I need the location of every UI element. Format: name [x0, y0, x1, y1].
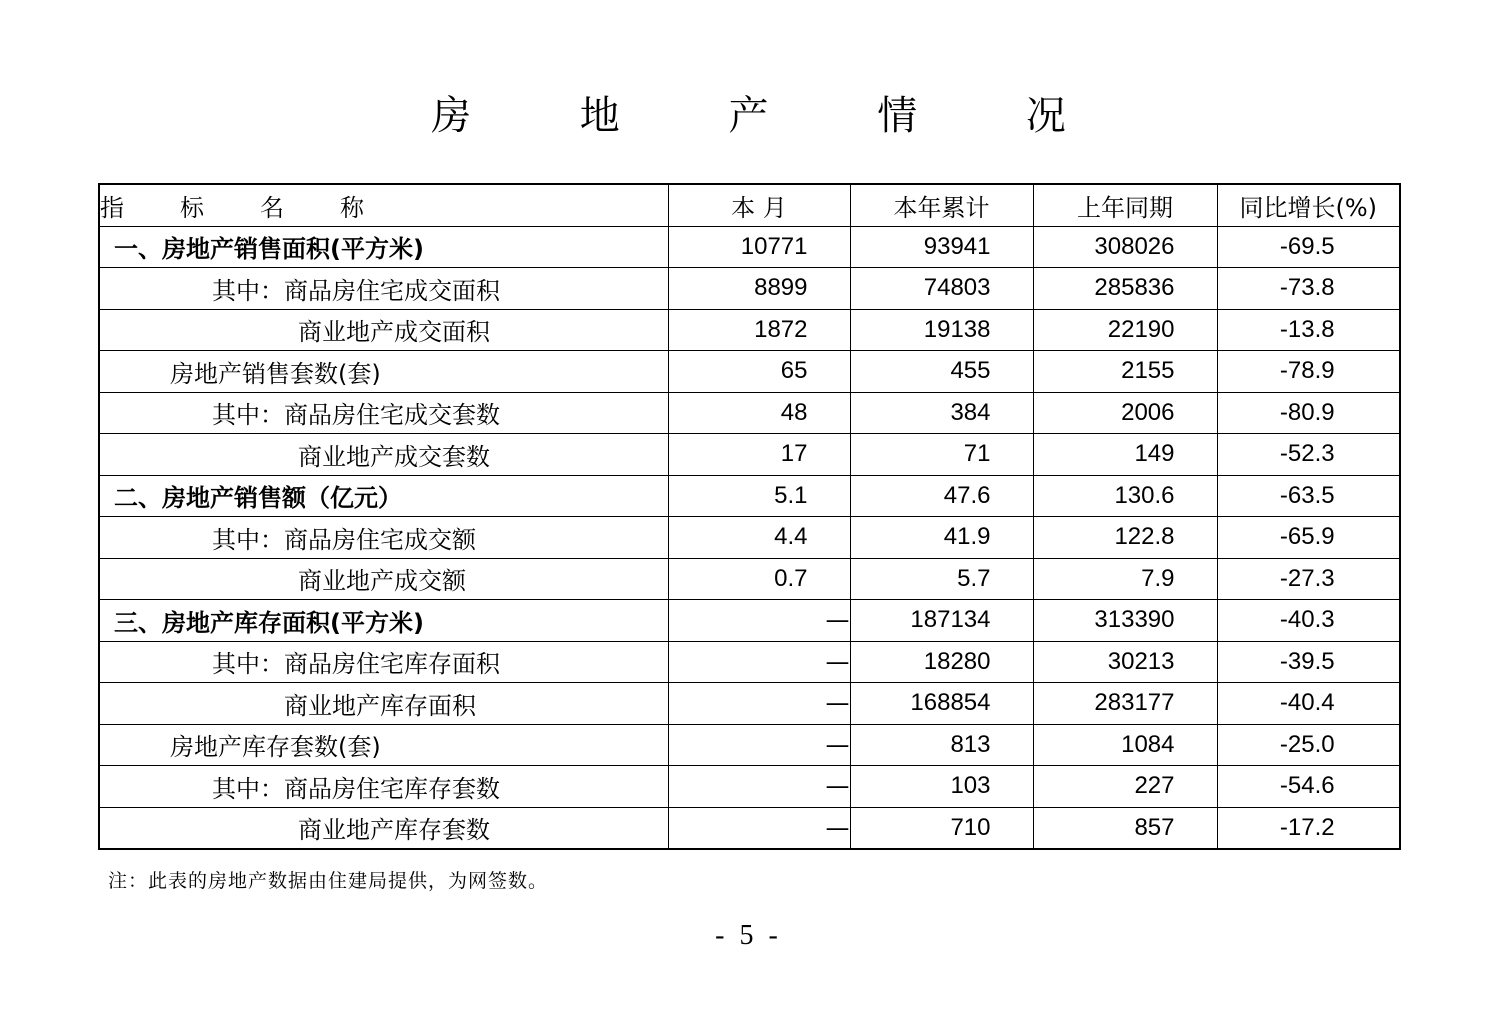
table-row	[99, 226, 1400, 268]
row-label: 商业地产成交额	[99, 558, 668, 600]
row-label: 三、房地产库存面积(平方米)	[99, 600, 668, 642]
header-yoy-growth: 同比增长(%)	[1217, 184, 1400, 226]
real-estate-table	[98, 183, 1401, 850]
cell-month: 48	[668, 392, 850, 434]
cell-ytd: 103	[850, 766, 1033, 808]
cell-yoy: -13.8	[1217, 309, 1400, 351]
table-row	[99, 475, 1400, 517]
cell-ytd: 168854	[850, 683, 1033, 725]
cell-ytd: 47.6	[850, 475, 1033, 517]
table-row	[99, 807, 1400, 849]
cell-ytd: 384	[850, 392, 1033, 434]
table-row	[99, 434, 1400, 476]
cell-month: 4.4	[668, 517, 850, 559]
header-last-year-same-period: 上年同期	[1033, 184, 1217, 226]
cell-month: —	[668, 641, 850, 683]
cell-prev: 857	[1033, 807, 1217, 849]
cell-prev: 313390	[1033, 600, 1217, 642]
cell-prev: 1084	[1033, 724, 1217, 766]
cell-month: —	[668, 600, 850, 642]
table-row	[99, 600, 1400, 642]
cell-prev: 122.8	[1033, 517, 1217, 559]
row-label: 二、房地产销售额（亿元）	[99, 475, 668, 517]
table-row	[99, 766, 1400, 808]
cell-month: —	[668, 724, 850, 766]
row-label: 其中：商品房住宅库存面积	[99, 641, 668, 683]
cell-prev: 285836	[1033, 268, 1217, 310]
cell-yoy: -80.9	[1217, 392, 1400, 434]
cell-yoy: -78.9	[1217, 351, 1400, 393]
table-row	[99, 724, 1400, 766]
cell-prev: 130.6	[1033, 475, 1217, 517]
cell-yoy: -39.5	[1217, 641, 1400, 683]
page-title: 房 地 产 情 况	[431, 93, 1114, 139]
row-label: 商业地产库存面积	[99, 683, 668, 725]
table-row	[99, 351, 1400, 393]
cell-yoy: -69.5	[1217, 226, 1400, 268]
cell-month: —	[668, 807, 850, 849]
cell-yoy: -52.3	[1217, 434, 1400, 476]
table-row	[99, 683, 1400, 725]
cell-ytd: 813	[850, 724, 1033, 766]
footnote: 注：此表的房地产数据由住建局提供，为网签数。	[108, 870, 549, 892]
cell-month: 17	[668, 434, 850, 476]
cell-yoy: -54.6	[1217, 766, 1400, 808]
cell-yoy: -40.4	[1217, 683, 1400, 725]
table-row	[99, 517, 1400, 559]
cell-prev: 7.9	[1033, 558, 1217, 600]
cell-yoy: -25.0	[1217, 724, 1400, 766]
cell-prev: 2155	[1033, 351, 1217, 393]
cell-yoy: -63.5	[1217, 475, 1400, 517]
cell-ytd: 5.7	[850, 558, 1033, 600]
cell-prev: 2006	[1033, 392, 1217, 434]
page-number: - 5 -	[715, 920, 782, 951]
header-indicator-name: 指标名称	[99, 184, 668, 226]
cell-prev: 227	[1033, 766, 1217, 808]
row-label: 其中：商品房住宅成交套数	[99, 392, 668, 434]
cell-prev: 30213	[1033, 641, 1217, 683]
cell-month: 65	[668, 351, 850, 393]
cell-month: 10771	[668, 226, 850, 268]
row-label: 其中：商品房住宅成交额	[99, 517, 668, 559]
row-label: 商业地产库存套数	[99, 807, 668, 849]
table-row	[99, 641, 1400, 683]
cell-yoy: -40.3	[1217, 600, 1400, 642]
cell-ytd: 187134	[850, 600, 1033, 642]
cell-yoy: -65.9	[1217, 517, 1400, 559]
row-label: 一、房地产销售面积(平方米)	[99, 226, 668, 268]
cell-ytd: 71	[850, 434, 1033, 476]
header-year-to-date: 本年累计	[850, 184, 1033, 226]
cell-month: 1872	[668, 309, 850, 351]
cell-yoy: -17.2	[1217, 807, 1400, 849]
cell-ytd: 74803	[850, 268, 1033, 310]
row-label: 房地产销售套数(套)	[99, 351, 668, 393]
table-header-row	[99, 184, 1400, 226]
cell-prev: 283177	[1033, 683, 1217, 725]
cell-ytd: 19138	[850, 309, 1033, 351]
row-label: 其中：商品房住宅成交面积	[99, 268, 668, 310]
cell-prev: 22190	[1033, 309, 1217, 351]
cell-ytd: 41.9	[850, 517, 1033, 559]
cell-yoy: -27.3	[1217, 558, 1400, 600]
cell-month: 5.1	[668, 475, 850, 517]
table-row	[99, 309, 1400, 351]
cell-month: —	[668, 683, 850, 725]
cell-ytd: 18280	[850, 641, 1033, 683]
cell-prev: 308026	[1033, 226, 1217, 268]
cell-ytd: 455	[850, 351, 1033, 393]
cell-ytd: 710	[850, 807, 1033, 849]
cell-yoy: -73.8	[1217, 268, 1400, 310]
row-label: 房地产库存套数(套)	[99, 724, 668, 766]
cell-month: 8899	[668, 268, 850, 310]
table-row	[99, 392, 1400, 434]
header-this-month: 本 月	[668, 184, 850, 226]
row-label: 其中：商品房住宅库存套数	[99, 766, 668, 808]
table-row	[99, 558, 1400, 600]
row-label: 商业地产成交面积	[99, 309, 668, 351]
cell-prev: 149	[1033, 434, 1217, 476]
table-row	[99, 268, 1400, 310]
cell-month: 0.7	[668, 558, 850, 600]
cell-month: —	[668, 766, 850, 808]
cell-ytd: 93941	[850, 226, 1033, 268]
row-label: 商业地产成交套数	[99, 434, 668, 476]
